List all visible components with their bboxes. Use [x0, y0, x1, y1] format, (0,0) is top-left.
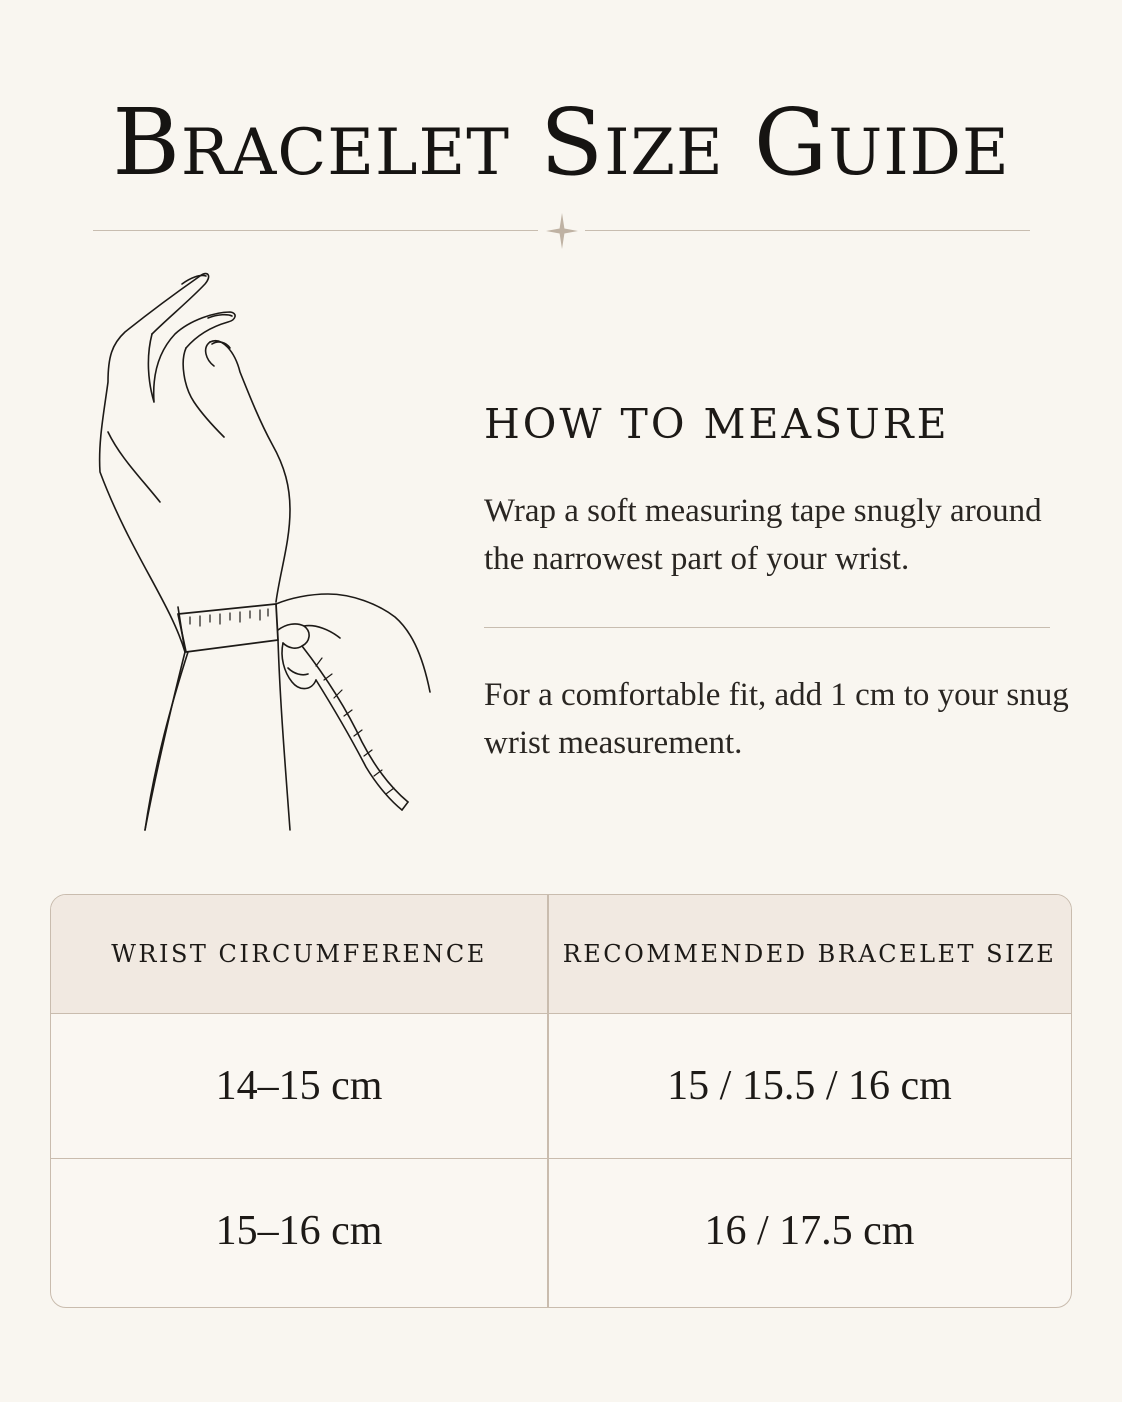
sparkle-icon — [546, 213, 578, 249]
wrist-size-cell: 15–16 cm — [215, 1208, 383, 1254]
how-to-measure-heading: HOW TO MEASURE — [484, 400, 950, 448]
page-title: Bracelet Size Guide — [112, 89, 1010, 196]
size-chart-table — [50, 894, 1072, 1308]
title-divider-left — [93, 230, 538, 231]
header-wrist-circumference: WRIST CIRCUMFERENCE — [111, 940, 487, 968]
wrist-size-cell: 14–15 cm — [215, 1063, 383, 1109]
measure-instruction-wrap: Wrap a soft measuring tape snugly around the narrowest part of your wrist. — [484, 493, 1042, 577]
column-divider — [547, 895, 549, 1307]
wrist-measuring-illustration — [90, 262, 440, 842]
measure-instruction-fit: For a comfortable fit, add 1 cm to your snug wrist measurement. — [484, 677, 1069, 761]
bracelet-size-cell: 16 / 17.5 cm — [704, 1208, 915, 1254]
instruction-divider — [484, 627, 1050, 628]
table-row — [51, 1159, 1071, 1303]
bracelet-size-cell: 15 / 15.5 / 16 cm — [667, 1063, 952, 1109]
table-row — [51, 1014, 1071, 1159]
table-header-row — [51, 895, 1071, 1014]
title-divider-right — [585, 230, 1030, 231]
header-recommended-size: RECOMMENDED BRACELET SIZE — [562, 940, 1057, 968]
